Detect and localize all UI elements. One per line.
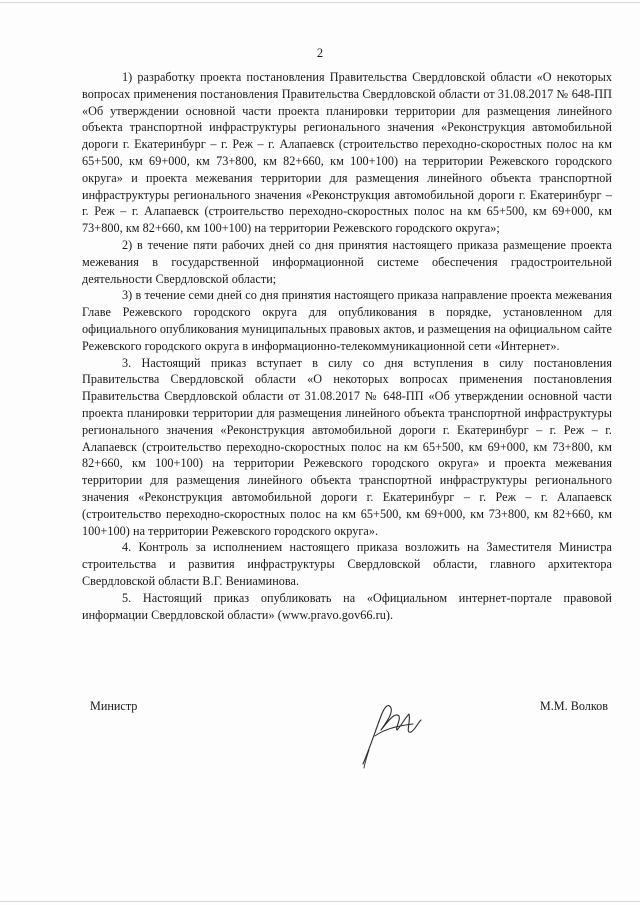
paragraph-publication: 5. Настоящий приказ опубликовать на «Официальном интернет-портале правовой информации Свердловской области» (www.pravo.gov66.ru). — [82, 590, 612, 622]
signatory-name: М.М. Волков — [539, 699, 608, 713]
signatory-title: Министр — [90, 699, 138, 713]
scan-edge-bottom — [0, 901, 640, 902]
paragraph-item-3: 3) в течение семи дней со дня принятия настоящего приказа направление проекта межевания Главе Режевского городского округа для опубликования в порядке, установленном для официального опубликования муниципальных правовых актов, и размещения на официальном сайте Режевского городского округа в информационно-телекоммуникационной сети «Интернет». — [82, 288, 612, 353]
paragraph-item-1: 1) разработку проекта постановления Правительства Свердловской области «О некоторых вопросах применения постановления Правительства Свердловской области от 31.08.2017 № 648-ПП «Об утверждении основной части проекта планировки территории для размещения линейного объекта транспортной инфраструктуры регионального значения «Реконструкция автомобильной дороги г. Екатеринбург – г. Реж – г. Алапаевск (строительство переходно-скоростных полос на км 65+500, км 69+000, км 73+800, км 82+660, км 100+100) на территории Режевского городского округа» и проекта межевания территории для размещения линейного объекта транспортной инфраструктуры регионального значения «Реконструкция автомобильной дороги г. Екатеринбург – г. Реж – г. Алапаевск (строительство переходно-скоростных полос на км 65+500, км 69+000, км 73+800, км 82+660, км 100+100) на территории Режевского городского округа»; — [82, 70, 612, 236]
document-body — [82, 69, 612, 623]
scan-edge-top — [0, 2, 640, 3]
handwritten-signature — [355, 690, 430, 770]
paragraph-effective-date: 3. Настоящий приказ вступает в силу со дня вступления в силу постановления Правительства Свердловской области «О некоторых вопросах применения постановления Правительства Свердловской области от 31.08.2017 № 648-ПП «Об утверждении основной части проекта планировки территории для размещения линейного объекта транспортной инфраструктуры регионального значения «Реконструкция автомобильной дороги г. Екатеринбург – г. Реж – г. Алапаевск (строительство переходно-скоростных полос на км 65+500, км 69+000, км 73+800, км 82+660, км 100+100) на территории Режевского городского округа» и проекта межевания территории для размещения линейного объекта транспортной инфраструктуры регионального значения «Реконструкция автомобильной дороги г. Екатеринбург – г. Реж – г. Алапаевск (строительство переходно-скоростных полос на км 65+500, км 69+000, км 73+800, км 82+660, км 100+100) на территории Режевского городского округа». — [82, 355, 612, 538]
paragraph-control: 4. Контроль за исполнением настоящего приказа возложить на Заместителя Министра строительства и развития инфраструктуры Свердловской области, главного архитектора Свердловской области В.Г. Вениаминова. — [82, 540, 612, 588]
paragraph-item-2: 2) в течение пяти рабочих дней со дня принятия настоящего приказа размещение проекта межевания в государственной информационной системе обеспечения градостроительной деятельности Свердловской области; — [82, 237, 612, 286]
page-number: 2 — [316, 46, 324, 60]
